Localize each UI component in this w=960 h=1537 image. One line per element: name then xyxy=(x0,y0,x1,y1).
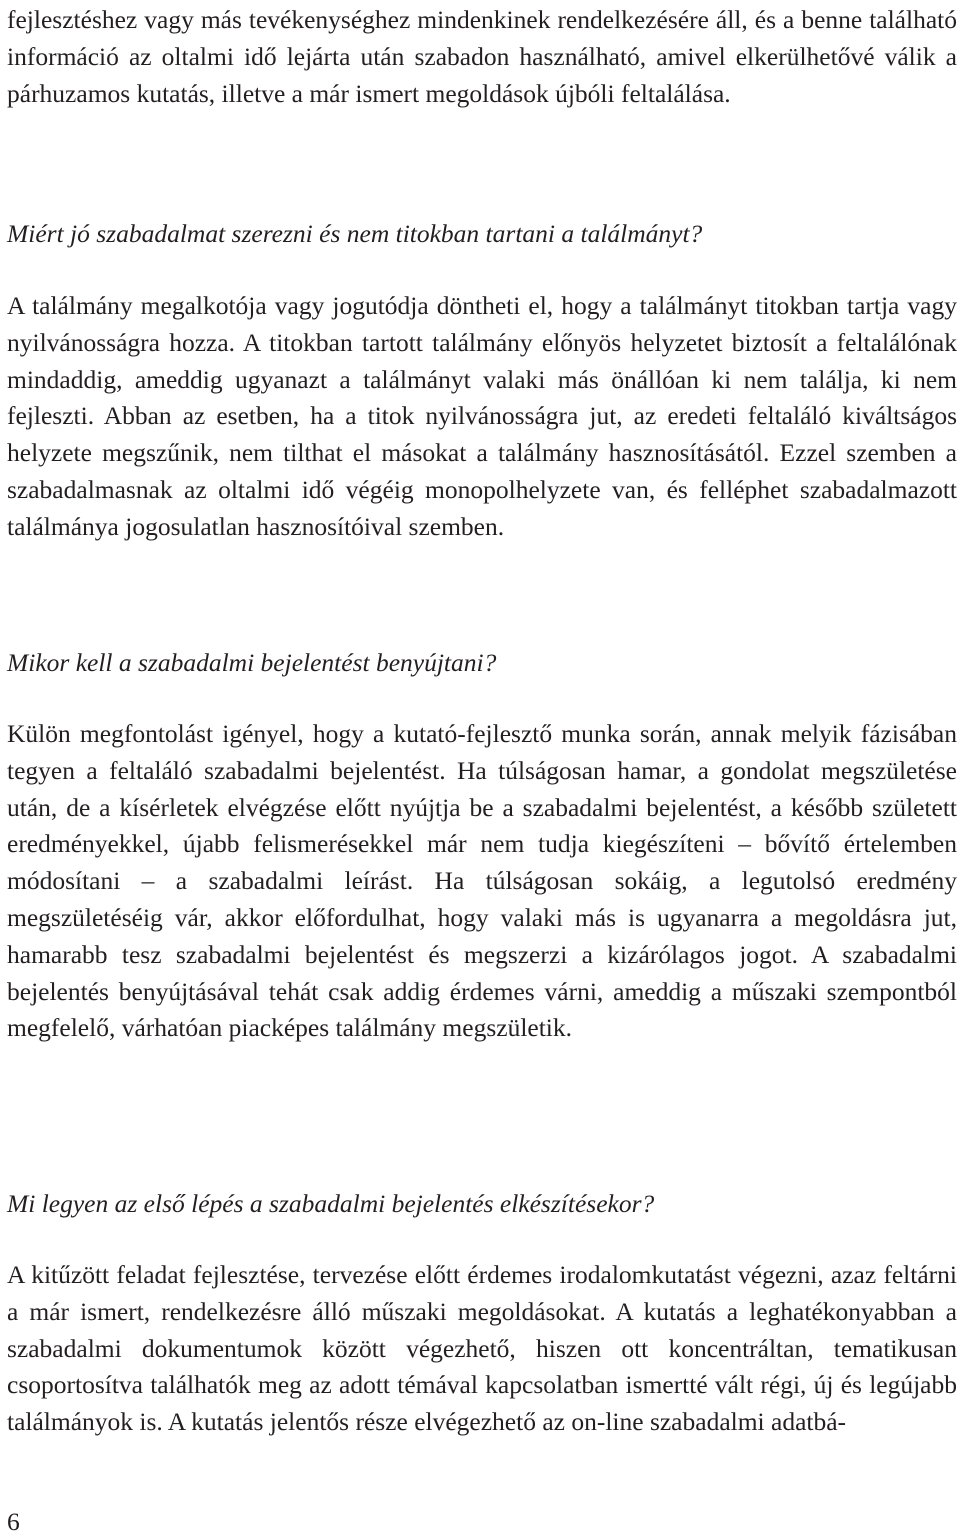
section-heading-when-to-file: Mikor kell a szabadalmi bejelentést benyújtani? xyxy=(7,648,497,677)
section-heading-first-step: Mi legyen az első lépés a szabadalmi bejelentés elkészítésekor? xyxy=(7,1189,655,1218)
paragraph-when-to-file: Külön megfontolást igényel, hogy a kutató-fejlesztő munka során, annak melyik fázisában tegyen a feltaláló szabadalmi bejelentést. Ha túlságosan hamar, a gondolat megszületése után, de a kísérletek elvégzése előtt nyújtja be a szabadalmi bejelentést, a később született eredményekkel, újabb felismerésekkel már nem tudja kiegészíteni – bővítő értelemben módosítani – a szabadalmi leírást. Ha túlságosan sokáig, a legutolsó eredmény megszületéséig vár, akkor előfordulhat, hogy valaki más is ugyanarra a megoldásra jut, hamarabb tesz szabadalmi bejelentést és megszerzi a kizárólagos jogot. A szabadalmi bejelentés benyújtásával tehát csak addig érdemes várni, ameddig a műszaki szempontból megfelelő, várhatóan piacképes találmány megszületik. xyxy=(7,719,957,1043)
section-heading-why-patent: Miért jó szabadalmat szerezni és nem titokban tartani a találmányt? xyxy=(7,219,703,248)
page-number: 6 xyxy=(7,1507,20,1536)
paragraph-first-step: A kitűzött feladat fejlesztése, tervezése előtt érdemes irodalomkutatást végezni, azaz feltárni a már ismert, rendelkezésre álló műszaki megoldásokat. A kutatás a leghatékonyabban a szabadalmi dokumentumok között végezhető, hiszen ott koncentráltan, tematikusan csoportosítva találhatók meg az adott témával kapcsolatban ismertté vált régi, új és legújabb találmányok is. A kutatás jelentős része elvégezhető az on-line szabadalmi adatbá- xyxy=(7,1260,957,1437)
paragraph-intro: fejlesztéshez vagy más tevékenységhez mindenkinek rendelkezésére áll, és a benne található információ az oltalmi idő lejárta után szabadon használható, amivel elkerülhetővé válik a párhuzamos kutatás, illetve a már ismert megoldások újbóli feltalálása. xyxy=(7,5,957,108)
paragraph-why-patent: A találmány megalkotója vagy jogutódja döntheti el, hogy a találmányt titokban tartja vagy nyilvánosságra hozza. A titokban tartott találmány előnyös helyzetet biztosít a feltalálónak mindaddig, ameddig ugyanazt a találmányt valaki más önállóan ki nem találja, ki nem fejleszti. Abban az esetben, ha a titok nyilvánosságra jut, az eredeti feltaláló kiváltságos helyzete megszűnik, nem tilthat el másokat a találmány hasznosításától. Ezzel szemben a szabadalmasnak az oltalmi idő végéig monopolhelyzete van, és felléphet szabadalmazott találmánya jogosulatlan hasznosítóival szemben. xyxy=(7,291,957,541)
